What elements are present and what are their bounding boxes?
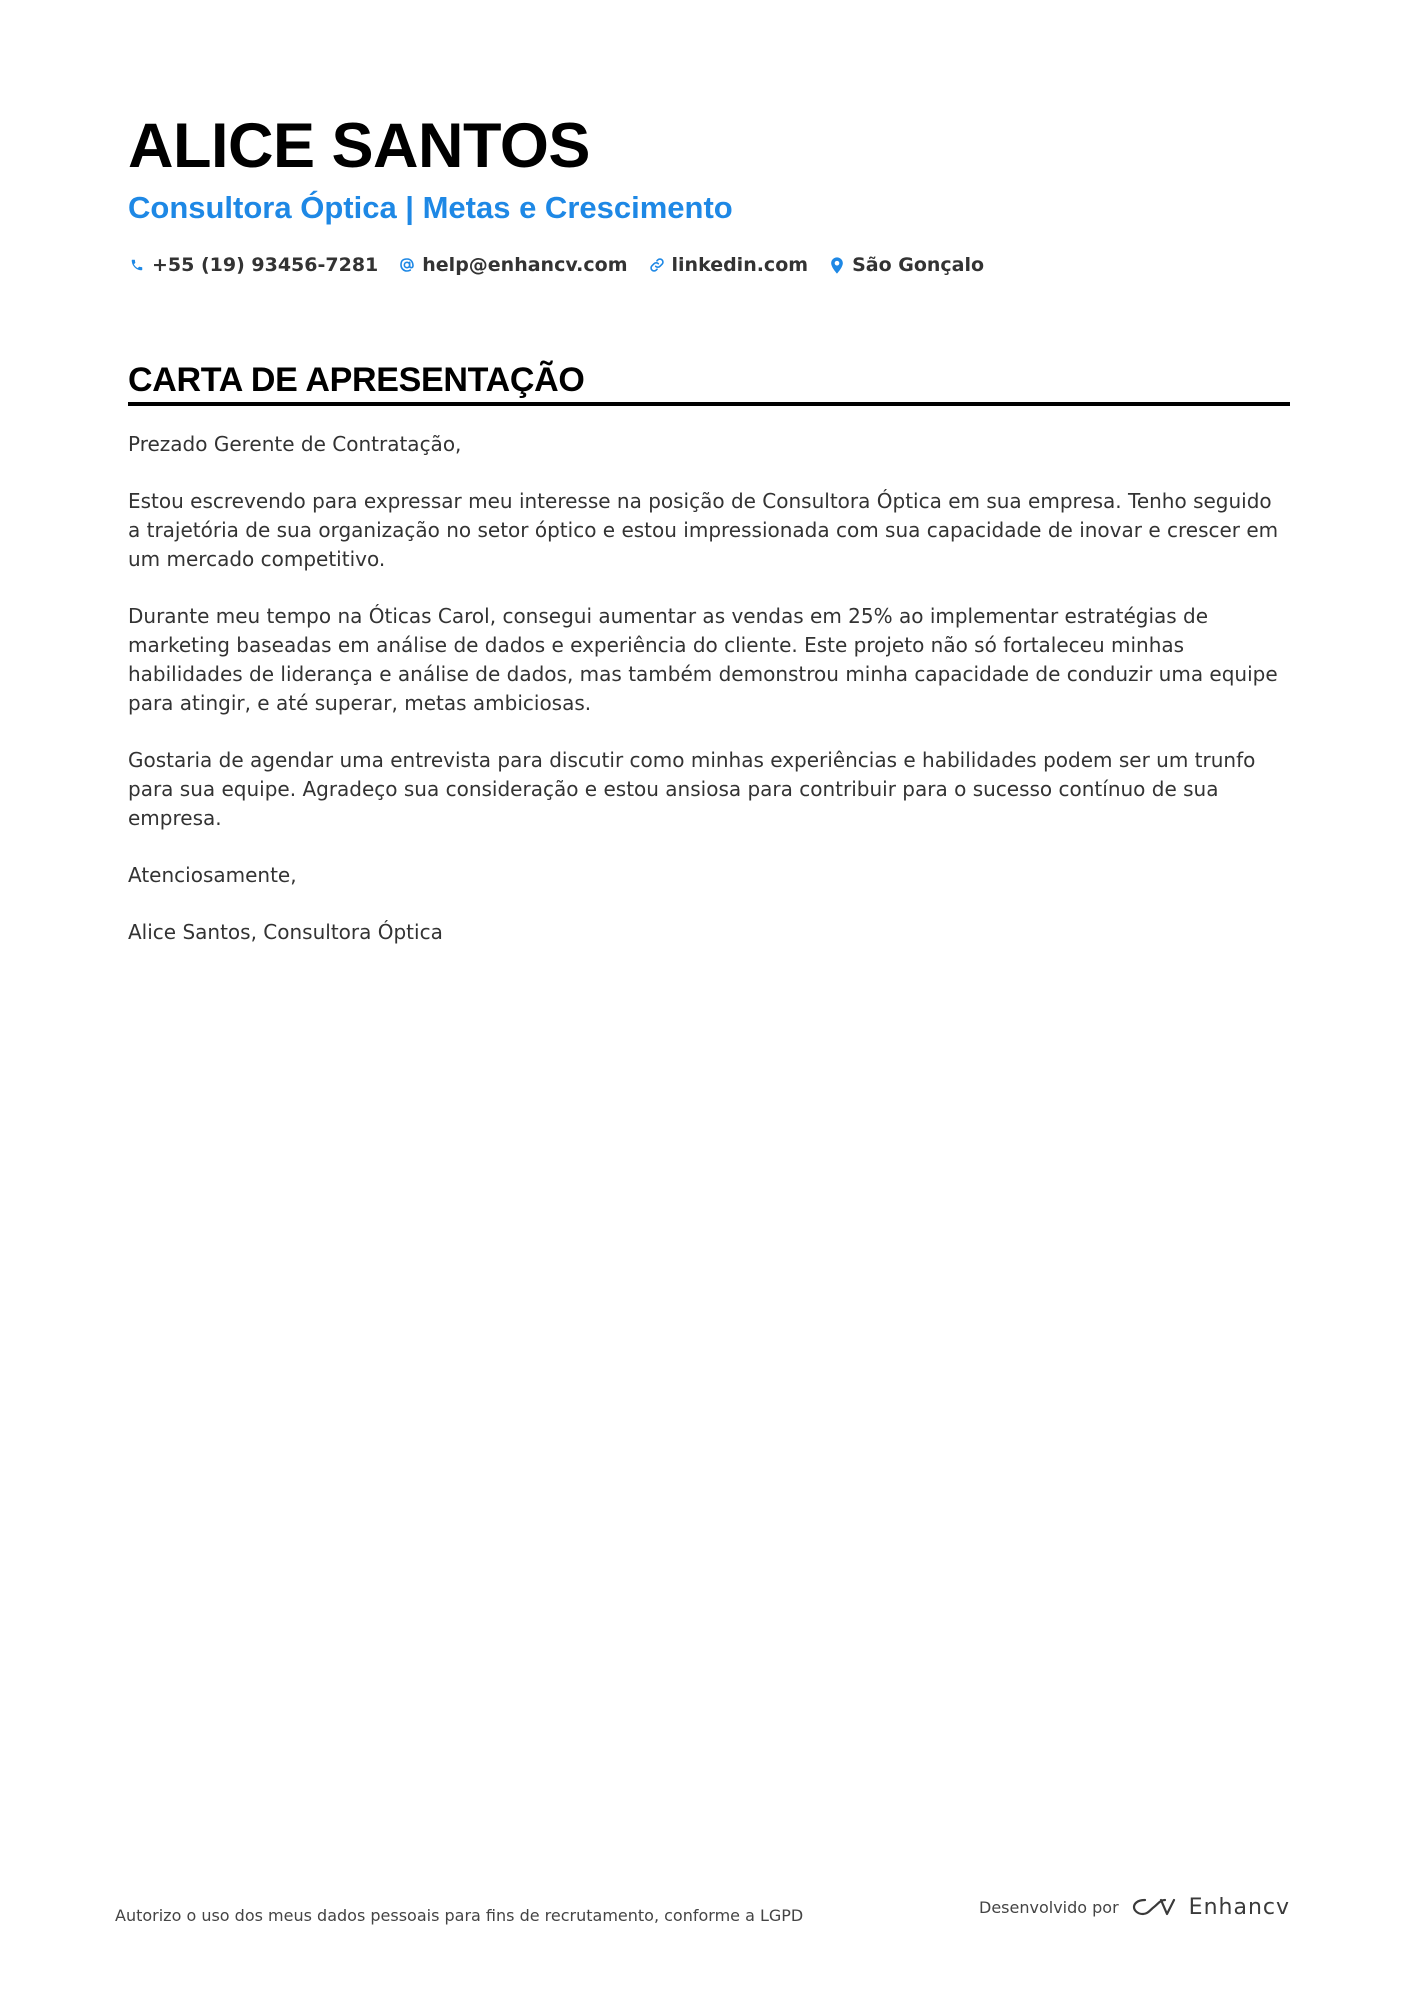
letter-closing: Atenciosamente, [128, 863, 297, 887]
page-footer [115, 1892, 1290, 1925]
contact-linkedin[interactable] [648, 254, 809, 276]
letter-body [128, 430, 1290, 947]
enhancv-logo [1131, 1895, 1290, 1920]
contact-linkedin-value: linkedin.com [671, 254, 809, 276]
letter-paragraph: Durante meu tempo na Óticas Carol, consegui aumentar as vendas em 25% ao implementar estratégias de marketing baseadas em análise de dados e experiência do cliente. Este projeto não só fortaleceu minhas habilidades de liderança e análise de dados, mas também demonstrou minha capacidade de conduzir uma equipe para atingir, e até superar, metas ambiciosas. [128, 604, 1278, 715]
location-pin-icon [828, 255, 846, 275]
at-icon [398, 255, 416, 275]
letter-paragraph: Estou escrevendo para expressar meu interesse na posição de Consultora Óptica em sua empresa. Tenho seguido a trajetória de sua organização no setor óptico e estou impressionada com sua capacidade de inovar e crescer em um mercado competitivo. [128, 489, 1279, 571]
letter-paragraph: Gostaria de agendar uma entrevista para discutir como minhas experiências e habilidades podem ser um trunfo para sua equipe. Agradeço sua consideração e estou ansiosa para contribuir para o sucesso contínuo de sua empresa. [128, 748, 1256, 830]
applicant-headline: Consultora Óptica | Metas e Crescimento [128, 190, 733, 225]
contact-phone [128, 254, 378, 276]
contact-bar [128, 254, 1290, 276]
section-divider [128, 402, 1290, 406]
contact-email[interactable] [398, 254, 627, 276]
contact-phone-value: +55 (19) 93456-7281 [152, 254, 379, 276]
enhancv-logo-mark-icon [1131, 1895, 1177, 1919]
contact-location-value: São Gonçalo [852, 254, 985, 276]
contact-location [828, 254, 984, 276]
section-title: CARTA DE APRESENTAÇÃO [128, 361, 585, 399]
brand-name: Enhancv [1188, 1894, 1290, 1920]
letter-signature: Alice Santos, Consultora Óptica [128, 920, 443, 944]
cover-letter-page [128, 108, 1290, 975]
phone-icon [128, 255, 146, 275]
link-icon [648, 255, 666, 275]
consent-note: Autorizo o uso dos meus dados pessoais para fins de recrutamento, conforme a LGPD [115, 1905, 804, 1925]
contact-email-value: help@enhancv.com [422, 254, 628, 276]
letter-salutation: Prezado Gerente de Contratação, [128, 432, 462, 456]
applicant-name: ALICE SANTOS [128, 111, 590, 181]
powered-by-label: Desenvolvido por [979, 1897, 1119, 1917]
powered-by[interactable] [979, 1895, 1290, 1920]
